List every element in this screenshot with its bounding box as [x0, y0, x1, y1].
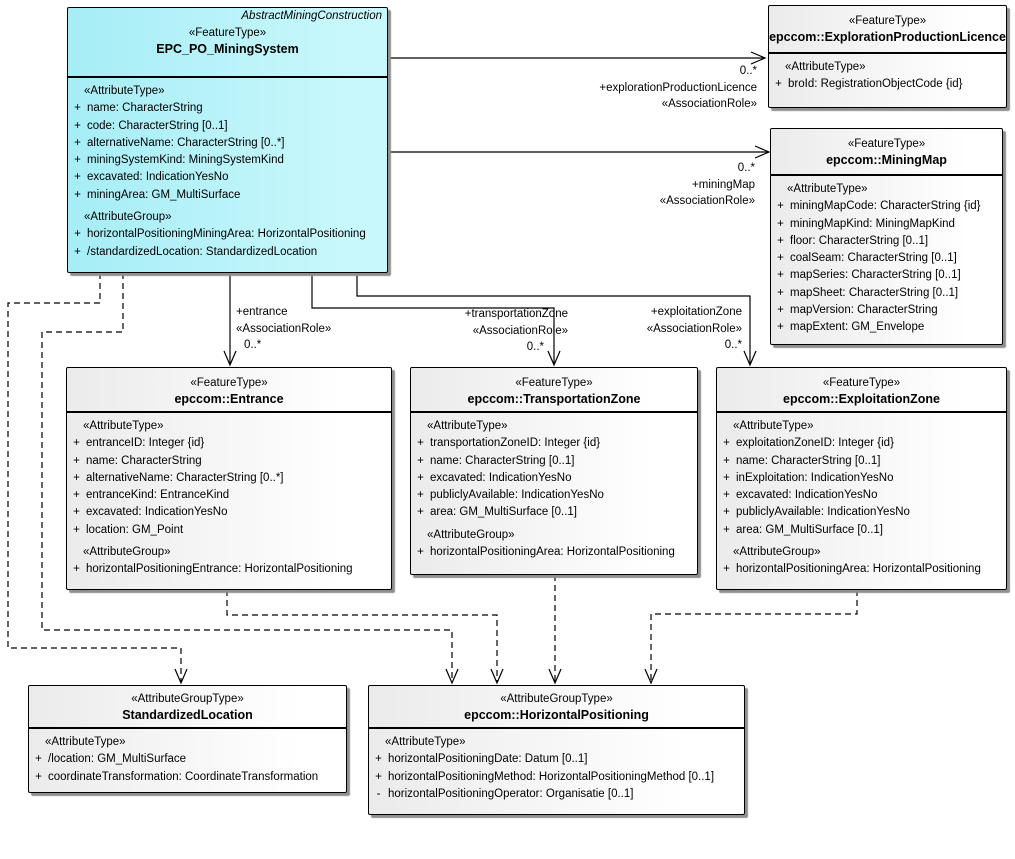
visibility-marker: - [376, 787, 381, 800]
attribute-row [717, 487, 1006, 504]
role-name-label: +explorationProductionLicence [599, 81, 757, 94]
class-header [771, 129, 1002, 176]
attribute-text: publiclyAvailable: IndicationYesNo [736, 506, 910, 519]
class-header [369, 686, 744, 729]
attribute-row [68, 100, 387, 117]
visibility-marker: + [723, 437, 730, 450]
attribute-text: transportationZoneID: Integer {id} [430, 437, 601, 450]
attribute-row [771, 267, 1002, 284]
attribute-text: mapExtent: GM_Envelope [790, 321, 925, 334]
association-stereotype-label: «AssociationRole» [236, 322, 332, 335]
attribute-row [67, 561, 391, 578]
class-name: epccom::ExplorationProductionLicence [769, 30, 1006, 44]
attribute-text: mapSheet: CharacterString [0..1] [790, 286, 959, 299]
class-name: EPC_PO_MiningSystem [156, 42, 299, 56]
role-name-label: +exploitationZone [650, 306, 742, 318]
visibility-marker: + [417, 437, 424, 450]
stereotype-section-header: «AttributeGroup» [427, 528, 515, 541]
association-stereotype-label: «AssociationRole» [659, 195, 755, 207]
visibility-marker: + [74, 154, 81, 167]
classifier-tag: AbstractMiningConstruction [241, 10, 382, 22]
stereotype-label: «AttributeGroupType» [500, 693, 613, 705]
attribute-row [411, 544, 697, 561]
visibility-marker: + [375, 753, 382, 766]
class-header [29, 686, 346, 729]
stereotype-section-header: «AttributeGroup» [733, 546, 821, 559]
attribute-text: alternativeName: CharacterString [0..*] [86, 471, 284, 484]
attribute-text: location: GM_Point [86, 523, 184, 536]
role-name-label: +miningMap [692, 178, 755, 191]
visibility-marker: + [74, 119, 81, 132]
visibility-marker: + [74, 228, 81, 241]
attribute-text: entranceKind: EntranceKind [86, 489, 230, 502]
attribute-text: name: CharacterString [87, 102, 203, 115]
attribute-text: exploitationZoneID: Integer {id} [736, 437, 894, 450]
stereotype-section-header: «AttributeType» [785, 61, 866, 73]
class-header [67, 368, 391, 413]
attribute-text: mapVersion: CharacterString [790, 304, 938, 317]
stereotype-section-header: «AttributeType» [45, 736, 126, 748]
class-attributes [717, 413, 1006, 579]
class-attributes [29, 729, 346, 786]
attribute-row [68, 169, 387, 186]
attribute-text: mapSeries: CharacterString [0..1] [790, 269, 961, 282]
visibility-marker: + [73, 489, 80, 502]
class-name: epccom::MiningMap [826, 153, 947, 167]
attribute-row [67, 453, 391, 470]
attribute-text: broId: RegistrationObjectCode {id} [788, 78, 963, 91]
attribute-text: coalSeam: CharacterString [0..1] [790, 252, 957, 265]
visibility-marker: + [723, 563, 730, 576]
label-entrance-role [236, 304, 331, 354]
class-name: epccom::TransportationZone [467, 392, 641, 406]
visibility-marker: + [74, 136, 81, 149]
multiplicity-label: 0..* [724, 339, 742, 351]
label-exploration-licence-role [599, 63, 757, 113]
stereotype-label: «FeatureType» [848, 15, 927, 27]
attribute-text: name: CharacterString [86, 454, 202, 467]
visibility-marker: + [74, 245, 81, 258]
stereotype-section-header: «AttributeType» [427, 420, 508, 432]
class-attributes [67, 413, 391, 579]
attribute-text: excavated: IndicationYesNo [736, 489, 878, 502]
class-exploitation-zone [716, 367, 1007, 590]
attribute-row [771, 250, 1002, 267]
attribute-text: horizontalPositioningOperator: Organisatie [0..1] [388, 787, 634, 800]
attribute-row [717, 453, 1006, 470]
visibility-marker: + [417, 454, 424, 467]
visibility-marker: + [74, 171, 81, 184]
attribute-text: publiclyAvailable: IndicationYesNo [430, 489, 604, 502]
attribute-text: /standardizedLocation: StandardizedLocation [87, 245, 318, 258]
class-attributes [369, 729, 744, 803]
attribute-text: horizontalPositioningEntrance: HorizontalPositioning [86, 563, 353, 576]
dependency-horizontal-positioning-from-exploitation-line [651, 590, 857, 681]
attribute-text: miningMapKind: MiningMapKind [790, 217, 955, 230]
attribute-text: horizontalPositioningDate: Datum [0..1] [388, 753, 588, 766]
stereotype-label: «AttributeGroupType» [131, 693, 244, 705]
label-mining-map-role [660, 160, 755, 210]
class-exploration-production-licence [768, 5, 1007, 108]
attribute-row [369, 751, 744, 768]
attribute-text: coordinateTransformation: CoordinateTransformation [48, 770, 319, 783]
class-header [411, 368, 697, 413]
attribute-text: inExploitation: IndicationYesNo [736, 471, 894, 484]
class-name: epccom::ExploitationZone [783, 392, 940, 406]
visibility-marker: + [417, 489, 424, 502]
stereotype-label: «FeatureType» [847, 138, 926, 150]
visibility-marker: + [777, 269, 784, 282]
attribute-text: excavated: IndicationYesNo [87, 171, 229, 184]
label-transportation-zone-role [465, 306, 568, 356]
visibility-marker: + [777, 286, 784, 299]
visibility-marker: + [73, 523, 80, 536]
attribute-row [717, 470, 1006, 487]
class-entrance [66, 367, 392, 590]
label-exploitation-zone-role [647, 304, 742, 354]
class-attributes [68, 78, 387, 261]
visibility-marker: + [417, 546, 424, 559]
role-name-label: +entrance [236, 306, 288, 318]
visibility-marker: + [73, 563, 80, 576]
attribute-row [369, 786, 744, 803]
attribute-row [67, 522, 391, 539]
attribute-text: excavated: IndicationYesNo [86, 506, 228, 519]
stereotype-label: «FeatureType» [188, 27, 267, 39]
class-standardized-location [28, 685, 347, 793]
visibility-marker: + [775, 78, 782, 91]
visibility-marker: + [723, 506, 730, 519]
visibility-marker: + [777, 234, 784, 247]
attribute-row [411, 435, 697, 452]
visibility-marker: + [777, 252, 784, 265]
attribute-text: miningMapCode: CharacterString {id} [790, 200, 981, 213]
attribute-row [411, 470, 697, 487]
attribute-row [68, 244, 387, 261]
stereotype-section-header: «AttributeType» [83, 420, 164, 432]
attribute-text: name: CharacterString [0..1] [736, 454, 881, 467]
attribute-row [68, 135, 387, 152]
visibility-marker: + [73, 471, 80, 484]
attribute-row [717, 504, 1006, 521]
attribute-text: code: CharacterString [0..1] [87, 119, 228, 132]
association-stereotype-label: «AssociationRole» [661, 98, 757, 110]
attribute-row [29, 769, 346, 786]
attribute-row [68, 118, 387, 135]
attribute-row [68, 152, 387, 169]
attribute-row [411, 453, 697, 470]
dependency-horizontal-positioning-from-entrance-line [227, 590, 497, 681]
stereotype-section-header: «AttributeType» [733, 420, 814, 432]
attribute-row [67, 504, 391, 521]
stereotype-label: «FeatureType» [515, 377, 593, 389]
stereotype-label: «FeatureType» [822, 377, 901, 389]
attribute-text: horizontalPositioningArea: HorizontalPositioning [430, 546, 675, 559]
stereotype-section-header: «AttributeType» [84, 85, 165, 97]
stereotype-section-header: «AttributeType» [385, 736, 466, 748]
visibility-marker: + [417, 471, 424, 484]
visibility-marker: + [723, 454, 730, 467]
attribute-row [771, 216, 1002, 233]
stereotype-section-header: «AttributeGroup» [84, 211, 172, 224]
visibility-marker: + [777, 217, 784, 230]
attribute-row [769, 76, 1006, 93]
visibility-marker: + [74, 188, 81, 201]
attribute-row [369, 769, 744, 786]
attribute-row [67, 435, 391, 452]
stereotype-label: «FeatureType» [190, 377, 268, 389]
attribute-row [771, 302, 1002, 319]
visibility-marker: + [723, 523, 730, 536]
attribute-text: horizontalPositioningArea: HorizontalPositioning [736, 563, 981, 576]
attribute-text: horizontalPositioningMethod: HorizontalPositioningMethod [0..1] [388, 770, 715, 783]
class-header [717, 368, 1006, 413]
attribute-text: entranceID: Integer {id} [86, 437, 205, 450]
attribute-row [68, 187, 387, 204]
visibility-marker: + [74, 102, 81, 115]
attribute-row [717, 522, 1006, 539]
attribute-text: miningArea: GM_MultiSurface [87, 188, 241, 201]
visibility-marker: + [35, 753, 42, 766]
multiplicity-label: 0..* [737, 162, 755, 174]
role-name-label: +transportationZone [464, 308, 568, 320]
visibility-marker: + [73, 454, 80, 467]
attribute-row [771, 233, 1002, 250]
attribute-row [411, 487, 697, 504]
class-epc-po-mining-system [67, 7, 388, 273]
multiplicity-label: 0..* [244, 339, 262, 351]
attribute-text: /location: GM_MultiSurface [48, 753, 187, 766]
visibility-marker: + [73, 437, 80, 450]
attribute-text: alternativeName: CharacterString [0..*] [87, 136, 285, 149]
class-name: epccom::Entrance [174, 392, 284, 406]
visibility-marker: + [777, 200, 784, 213]
association-stereotype-label: «AssociationRole» [472, 324, 568, 337]
attribute-row [771, 198, 1002, 215]
visibility-marker: + [375, 770, 382, 783]
class-attributes [771, 176, 1002, 337]
attribute-row [717, 561, 1006, 578]
attribute-text: name: CharacterString [0..1] [430, 454, 575, 467]
association-stereotype-label: «AssociationRole» [646, 322, 742, 335]
visibility-marker: + [723, 489, 730, 502]
attribute-row [67, 470, 391, 487]
attribute-row [67, 487, 391, 504]
class-header [769, 6, 1006, 54]
visibility-marker: + [777, 321, 784, 334]
attribute-row [771, 319, 1002, 336]
attribute-text: area: GM_MultiSurface [0..1] [736, 523, 884, 536]
class-name: epccom::HorizontalPositioning [464, 708, 649, 722]
class-transportation-zone [410, 367, 698, 575]
visibility-marker: + [723, 471, 730, 484]
class-name: StandardizedLocation [122, 708, 253, 722]
attribute-text: miningSystemKind: MiningSystemKind [87, 154, 284, 167]
class-attributes [411, 413, 697, 561]
multiplicity-label: 0..* [739, 65, 757, 77]
attribute-row [411, 504, 697, 521]
attribute-text: horizontalPositioningMiningArea: HorizontalPositioning [87, 228, 366, 241]
class-attributes [769, 54, 1006, 94]
class-mining-map [770, 128, 1003, 345]
attribute-row [771, 285, 1002, 302]
class-horizontal-positioning [368, 685, 745, 815]
attribute-text: floor: CharacterString [0..1] [790, 234, 929, 247]
stereotype-section-header: «AttributeType» [787, 183, 868, 195]
visibility-marker: + [777, 304, 784, 317]
visibility-marker: + [35, 770, 42, 783]
attribute-row [29, 751, 346, 768]
stereotype-section-header: «AttributeGroup» [83, 546, 171, 559]
attribute-row [717, 435, 1006, 452]
attribute-row [68, 226, 387, 243]
attribute-text: area: GM_MultiSurface [0..1] [430, 506, 578, 519]
visibility-marker: + [417, 506, 424, 519]
attribute-text: excavated: IndicationYesNo [430, 471, 572, 484]
multiplicity-label: 0..* [526, 341, 544, 353]
visibility-marker: + [73, 506, 80, 519]
class-header [68, 8, 387, 78]
